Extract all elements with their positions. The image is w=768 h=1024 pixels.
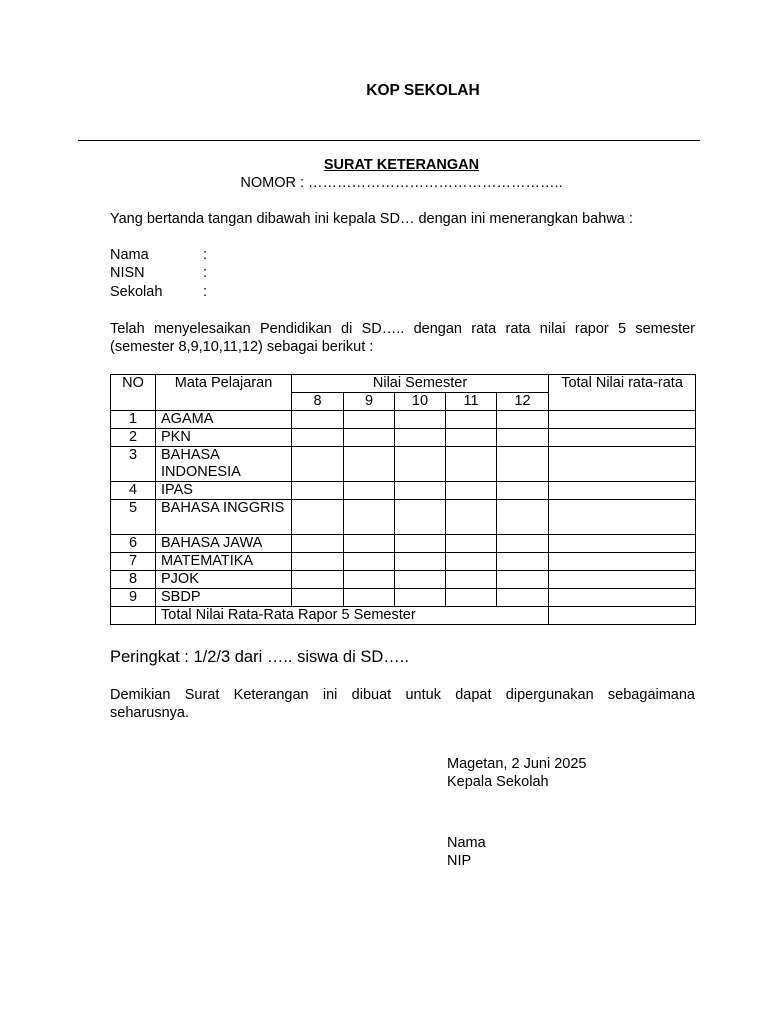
field-colon-nisn: : xyxy=(203,265,208,281)
row-subject: MATEMATIKA xyxy=(156,553,292,571)
average-cell xyxy=(549,589,696,607)
signature-nip: NIP xyxy=(447,853,472,869)
grade-cell xyxy=(292,429,344,447)
grade-cell xyxy=(395,500,446,535)
grade-cell xyxy=(497,447,549,482)
row-subject: PJOK xyxy=(156,571,292,589)
grade-cell xyxy=(395,571,446,589)
header-semester-group: Nilai Semester xyxy=(292,375,549,393)
row-number: 7 xyxy=(111,553,156,571)
body-paragraph: Telah menyelesaikan Pendidikan di SD….. dengan rata rata nilai rapor 5 semester (semester 8,9,10,11,12) sebagai berikut : xyxy=(110,321,695,355)
header-no: NO xyxy=(111,375,156,411)
grade-cell xyxy=(395,447,446,482)
grade-cell xyxy=(446,429,497,447)
grade-cell xyxy=(497,500,549,535)
row-number: 3 xyxy=(111,447,156,482)
field-label-nisn: NISN xyxy=(110,265,145,281)
total-row xyxy=(111,607,696,625)
field-label-sekolah: Sekolah xyxy=(110,284,163,300)
letterhead-divider xyxy=(78,140,700,141)
header-total: Total Nilai rata-rata xyxy=(549,375,696,411)
table-row xyxy=(111,535,696,553)
average-cell xyxy=(549,411,696,429)
grade-cell xyxy=(344,411,395,429)
grade-cell xyxy=(395,553,446,571)
header-semester-12: 12 xyxy=(497,393,549,411)
total-row-value xyxy=(549,607,696,625)
row-subject: IPAS xyxy=(156,482,292,500)
table-row xyxy=(111,553,696,571)
grade-cell xyxy=(497,429,549,447)
grade-cell xyxy=(344,535,395,553)
row-number: 9 xyxy=(111,589,156,607)
intro-text: Yang bertanda tangan dibawah ini kepala SD… dengan ini menerangkan bahwa : xyxy=(110,211,633,227)
average-cell xyxy=(549,535,696,553)
row-number: 1 xyxy=(111,411,156,429)
grade-cell xyxy=(292,500,344,535)
grade-cell xyxy=(292,411,344,429)
grade-cell xyxy=(292,553,344,571)
average-cell xyxy=(549,429,696,447)
grade-cell xyxy=(497,482,549,500)
grade-cell xyxy=(446,535,497,553)
average-cell xyxy=(549,571,696,589)
ranking-line: Peringkat : 1/2/3 dari ….. siswa di SD….. xyxy=(110,648,409,666)
grade-cell xyxy=(395,535,446,553)
grade-cell xyxy=(292,447,344,482)
grade-cell xyxy=(395,589,446,607)
grade-cell xyxy=(344,429,395,447)
letterhead: KOP SEKOLAH xyxy=(366,82,480,99)
table-row xyxy=(111,447,696,482)
grade-cell xyxy=(395,482,446,500)
row-subject: BAHASA JAWA xyxy=(156,535,292,553)
total-row-label: Total Nilai Rata-Rata Rapor 5 Semester xyxy=(156,607,549,625)
table-row xyxy=(111,589,696,607)
average-cell xyxy=(549,553,696,571)
grade-cell xyxy=(292,482,344,500)
field-colon-nama: : xyxy=(203,247,208,263)
total-row-blank xyxy=(111,607,156,625)
grade-cell xyxy=(344,482,395,500)
grade-cell xyxy=(344,447,395,482)
closing-paragraph: Demikian Surat Keterangan ini dibuat untuk dapat dipergunakan sebagaimana seharusnya. xyxy=(110,687,695,721)
grade-cell xyxy=(446,447,497,482)
grade-cell xyxy=(395,411,446,429)
header-semester-8: 8 xyxy=(292,393,344,411)
grades-table xyxy=(110,374,696,625)
table-row xyxy=(111,571,696,589)
grade-cell xyxy=(344,571,395,589)
table-row xyxy=(111,500,696,535)
grade-cell xyxy=(446,411,497,429)
table-row xyxy=(111,429,696,447)
field-colon-sekolah: : xyxy=(203,284,208,300)
table-row xyxy=(111,411,696,429)
grade-cell xyxy=(344,589,395,607)
grade-cell xyxy=(446,571,497,589)
row-subject: BAHASA INDONESIA xyxy=(156,447,292,482)
signature-position: Kepala Sekolah xyxy=(447,774,549,790)
row-subject: AGAMA xyxy=(156,411,292,429)
row-subject: BAHASA INGGRIS xyxy=(156,500,292,535)
grade-cell xyxy=(292,571,344,589)
row-number: 8 xyxy=(111,571,156,589)
header-semester-9: 9 xyxy=(344,393,395,411)
grade-cell xyxy=(497,571,549,589)
signature-name: Nama xyxy=(447,835,486,851)
document-number: NOMOR : …………………………………………….. xyxy=(240,175,563,191)
grade-cell xyxy=(497,535,549,553)
grade-cell xyxy=(497,589,549,607)
grade-cell xyxy=(344,553,395,571)
grade-cell xyxy=(446,500,497,535)
row-subject: PKN xyxy=(156,429,292,447)
row-number: 2 xyxy=(111,429,156,447)
table-row xyxy=(111,482,696,500)
average-cell xyxy=(549,500,696,535)
average-cell xyxy=(549,447,696,482)
row-number: 5 xyxy=(111,500,156,535)
grade-cell xyxy=(292,589,344,607)
row-number: 6 xyxy=(111,535,156,553)
signature-place-date: Magetan, 2 Juni 2025 xyxy=(447,756,587,772)
row-number: 4 xyxy=(111,482,156,500)
header-semester-11: 11 xyxy=(446,393,497,411)
grade-cell xyxy=(344,500,395,535)
grade-cell xyxy=(497,411,549,429)
grade-cell xyxy=(446,589,497,607)
header-subject: Mata Pelajaran xyxy=(156,375,292,411)
grade-cell xyxy=(292,535,344,553)
grade-cell xyxy=(497,553,549,571)
header-semester-10: 10 xyxy=(395,393,446,411)
row-subject: SBDP xyxy=(156,589,292,607)
grade-cell xyxy=(446,482,497,500)
grade-cell xyxy=(446,553,497,571)
grade-cell xyxy=(395,429,446,447)
field-label-nama: Nama xyxy=(110,247,149,263)
average-cell xyxy=(549,482,696,500)
document-title: SURAT KETERANGAN xyxy=(323,157,480,173)
